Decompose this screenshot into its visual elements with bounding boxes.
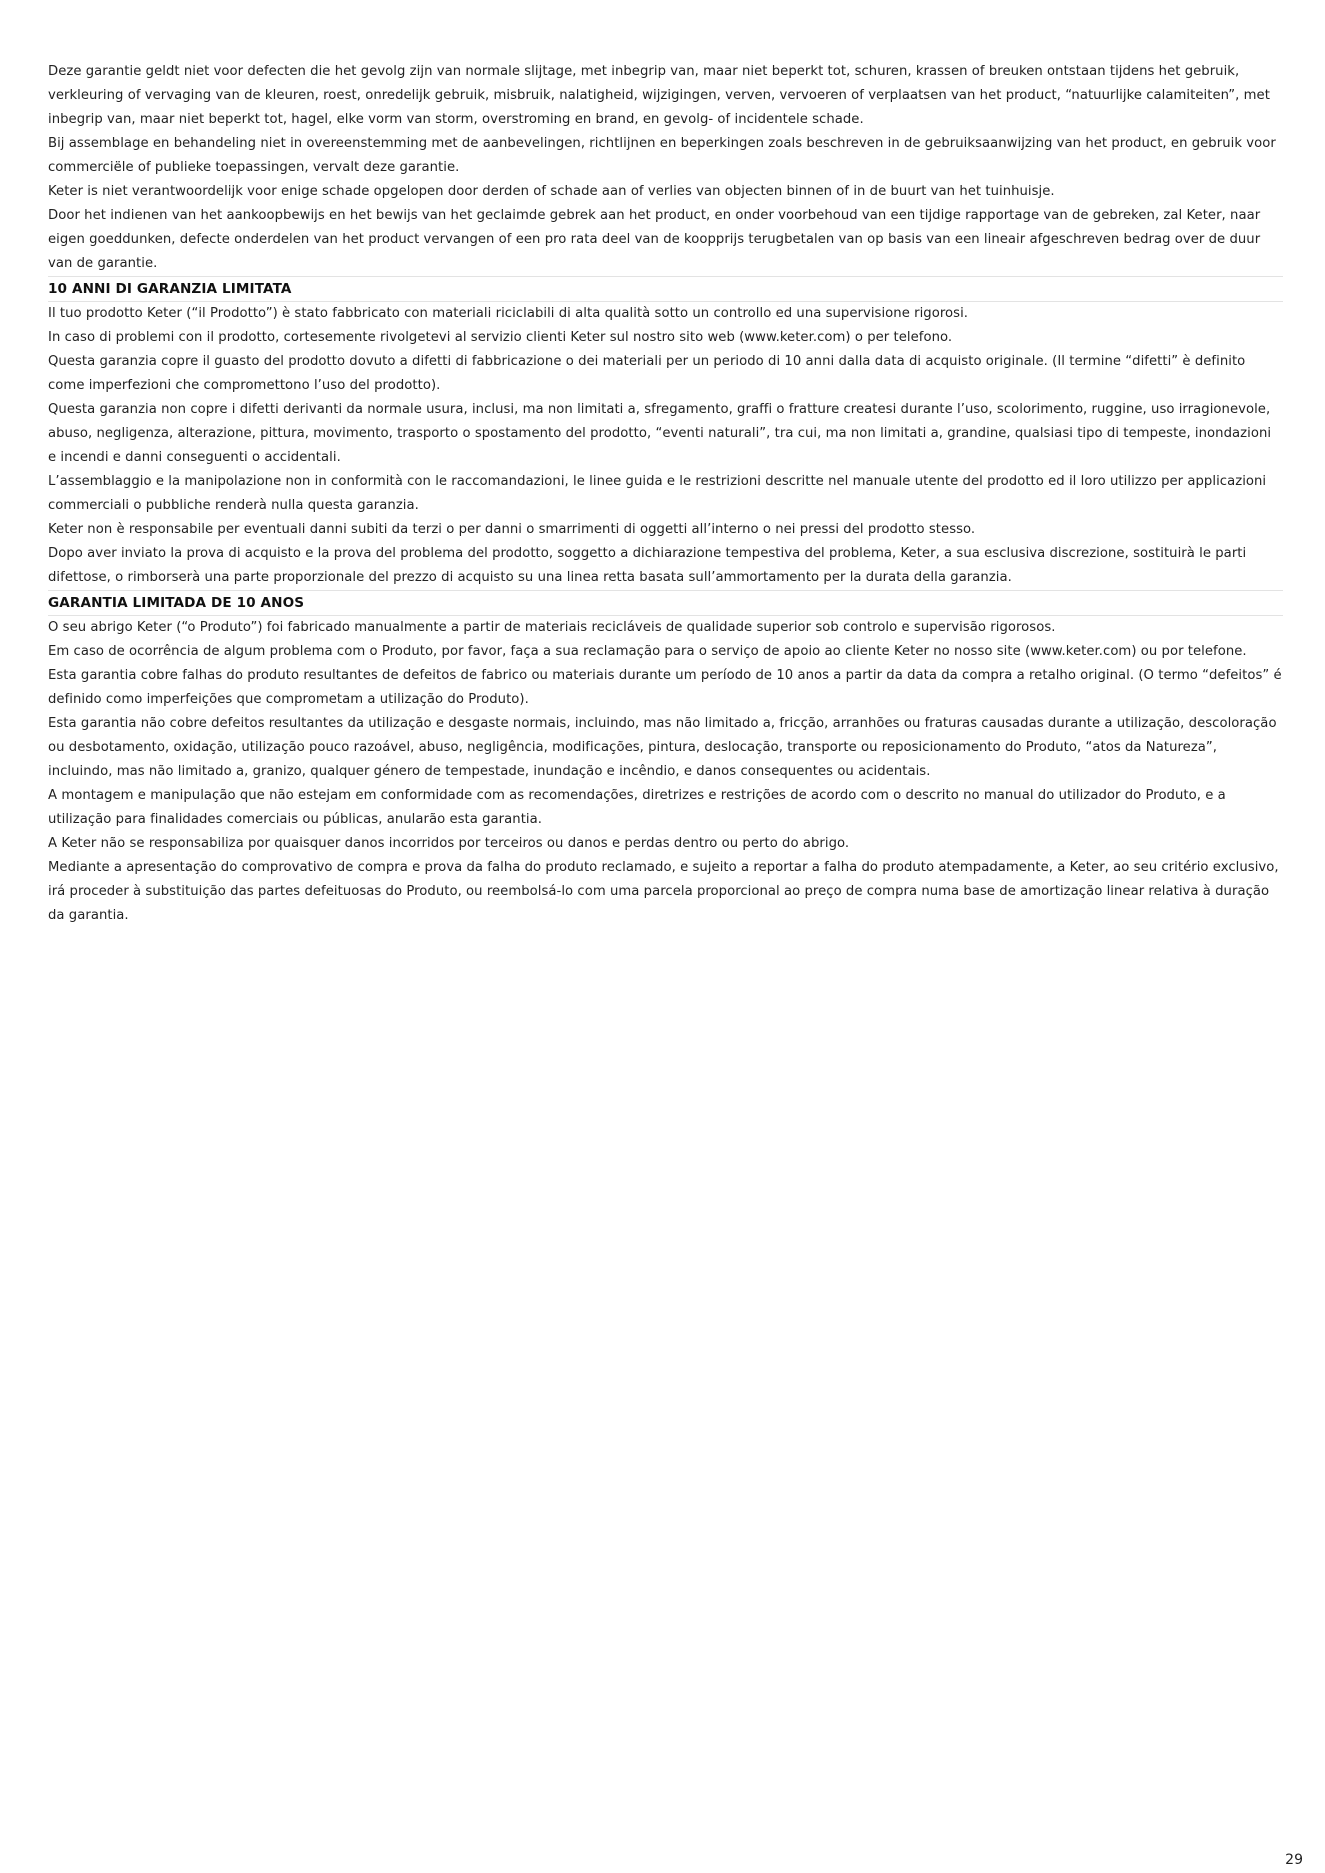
section-dutch-warranty [48, 60, 1283, 276]
paragraph: O seu abrigo Keter (“o Produto”) foi fabricado manualmente a partir de materiais recicláveis de qualidade superior sob controlo e supervisão rigorosos. [48, 620, 1056, 635]
paragraph: In caso di problemi con il prodotto, cortesemente rivolgetevi al servizio clienti Keter sul nostro sito web (www.keter.com) o per telefono. [48, 330, 953, 345]
paragraph: Questa garanzia non copre i difetti derivanti da normale usura, inclusi, ma non limitati a, sfregamento, graffi o fratture createsi durante l’uso, scolorimento, ruggine, uso irragionevole, abuso, negligenza, alterazione, pittura, movimento, trasporto o spostamento del prodotto, “eventi naturali”, tra cui, ma non limitati a, grandine, qualsiasi tipo di tempeste, inondazioni e incendi e danni conseguenti o accidentali. [48, 402, 1272, 465]
section-heading: GARANTIA LIMITADA DE 10 ANOS [48, 590, 1283, 616]
paragraph: Esta garantia cobre falhas do produto resultantes de defeitos de fabrico ou materiais durante um período de 10 anos a partir da data da compra a retalho original. (O termo “defeitos” é definido como imperfeições que comprometam a utilização do Produto). [48, 668, 1282, 707]
section-portuguese-warranty [48, 590, 1283, 928]
page-number: 29 [1285, 1852, 1303, 1868]
document-body [48, 60, 1283, 928]
paragraph: Em caso de ocorrência de algum problema com o Produto, por favor, faça a sua reclamação para o serviço de apoio ao cliente Keter no nosso site (www.keter.com) ou por telefone. [48, 644, 1247, 659]
paragraph: Deze garantie geldt niet voor defecten die het gevolg zijn van normale slijtage, met inbegrip van, maar niet beperkt tot, schuren, krassen of breuken ontstaan tijdens het gebruik, verkleuring of vervaging van de kleuren, roest, onredelijk gebruik, misbruik, nalatigheid, wijzigingen, verven, vervoeren of verplaatsen van het product, “natuurlijke calamiteiten”, met inbegrip van, maar niet beperkt tot, hagel, elke vorm van storm, overstroming en brand, en gevolg- of incidentele schade. [48, 64, 1270, 127]
paragraph: A montagem e manipulação que não estejam em conformidade com as recomendações, diretrizes e restrições de acordo com o descrito no manual do utilizador do Produto, e a utilização para finalidades comerciais ou públicas, anularão esta garantia. [48, 788, 1226, 827]
section-heading: 10 ANNI DI GARANZIA LIMITATA [48, 276, 1283, 302]
paragraph: Keter non è responsabile per eventuali danni subiti da terzi o per danni o smarrimenti di oggetti all’interno o nei pressi del prodotto stesso. [48, 522, 976, 537]
paragraph: Questa garanzia copre il guasto del prodotto dovuto a difetti di fabbricazione o dei materiali per un periodo di 10 anni dalla data di acquisto originale. (Il termine “difetti” è definito come imperfezioni che compromettono l’uso del prodotto). [48, 354, 1246, 393]
paragraph: L’assemblaggio e la manipolazione non in conformità con le raccomandazioni, le linee guida e le restrizioni descritte nel manuale utente del prodotto ed il loro utilizzo per applicazioni commerciali o pubbliche renderà nulla questa garanzia. [48, 474, 1267, 513]
paragraph: Keter is niet verantwoordelijk voor enige schade opgelopen door derden of schade aan of verlies van objecten binnen of in de buurt van het tuinhuisje. [48, 184, 1055, 199]
paragraph: Bij assemblage en behandeling niet in overeenstemming met de aanbevelingen, richtlijnen en beperkingen zoals beschreven in de gebruiksaanwijzing van het product, en gebruik voor commerciële of publieke toepassingen, vervalt deze garantie. [48, 136, 1276, 175]
paragraph: Door het indienen van het aankoopbewijs en het bewijs van het geclaimde gebrek aan het product, en onder voorbehoud van een tijdige rapportage van de gebreken, zal Keter, naar eigen goeddunken, defecte onderdelen van het product vervangen of een pro rata deel van de koopprijs terugbetalen van op basis van een lineair afgeschreven bedrag over de duur van de garantie. [48, 208, 1261, 271]
paragraph: Il tuo prodotto Keter (“il Prodotto”) è stato fabbricato con materiali riciclabili di alta qualità sotto un controllo ed una supervisione rigorosi. [48, 306, 969, 321]
paragraph: Dopo aver inviato la prova di acquisto e la prova del problema del prodotto, soggetto a dichiarazione tempestiva del problema, Keter, a sua esclusiva discrezione, sostituirà le parti difettose, o rimborserà una parte proporzionale del prezzo di acquisto su una linea retta basata sull’ammortamento per la durata della garanzia. [48, 546, 1247, 585]
section-italian-warranty [48, 276, 1283, 590]
paragraph: Esta garantia não cobre defeitos resultantes da utilização e desgaste normais, incluindo, mas não limitado a, fricção, arranhões ou fraturas causadas durante a utilização, descoloração ou desbotamento, oxidação, utilização pouco razoável, abuso, negligência, modificações, pintura, deslocação, transporte ou reposicionamento do Produto, “atos da Natureza”, incluindo, mas não limitado a, granizo, qualquer género de tempestade, inundação e incêndio, e danos consequentes ou acidentais. [48, 716, 1277, 779]
paragraph: Mediante a apresentação do comprovativo de compra e prova da falha do produto reclamado, e sujeito a reportar a falha do produto atempadamente, a Keter, ao seu critério exclusivo, irá proceder à substituição das partes defeituosas do Produto, ou reembolsá-lo com uma parcela proporcional ao preço de compra numa base de amortização linear relativa à duração da garantia. [48, 860, 1279, 923]
paragraph: A Keter não se responsabiliza por quaisquer danos incorridos por terceiros ou danos e perdas dentro ou perto do abrigo. [48, 836, 850, 851]
